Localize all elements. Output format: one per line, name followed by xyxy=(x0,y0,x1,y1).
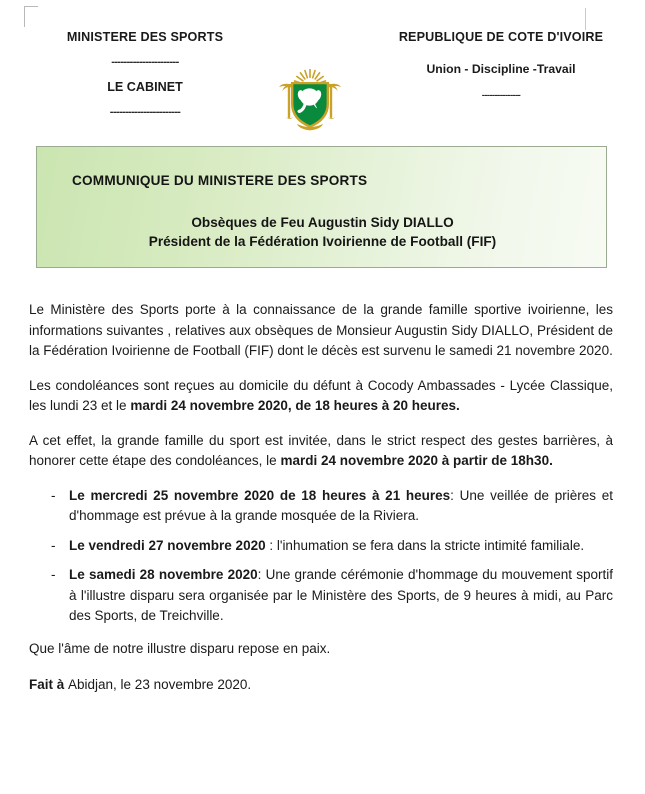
event-description: : Une grande cérémonie d'hommage du mouvement sportif à l'illustre disparu sera organisée par le Ministère des Sports, de 9 heures à midi, au Parc des Sports, de Treichville. xyxy=(69,567,613,623)
list-item xyxy=(29,565,613,627)
list-bullet-icon: - xyxy=(51,567,56,582)
paragraph-rest-in-peace: Que l'âme de notre illustre disparu repose en paix. xyxy=(29,640,331,656)
header-left-rule-1: ---------------------- xyxy=(111,56,179,68)
event-description: : l'inhumation se fera dans la stricte intimité familiale. xyxy=(269,537,585,553)
document-header xyxy=(0,30,645,135)
paragraph-invitation xyxy=(29,431,613,472)
crop-mark-top-right xyxy=(585,8,586,30)
list-item xyxy=(29,536,613,557)
banner-title: COMMUNIQUE DU MINISTERE DES SPORTS xyxy=(72,173,368,188)
banner-subtitle-line-1: Obsèques de Feu Augustin Sidy DIALLO xyxy=(191,215,454,230)
invitation-bold-date: mardi 24 novembre 2020 à partir de 18h30. xyxy=(280,453,553,468)
coat-of-arms-icon xyxy=(277,64,343,138)
banner-subtitle-line-2: Président de la Fédération Ivoirienne de Football (FIF) xyxy=(148,234,497,249)
paragraph-condolences xyxy=(29,376,613,417)
signoff-bold-prefix: Fait à xyxy=(29,677,69,692)
event-description: : Une veillée de prières et d'hommage est prévue à la grande mosquée de la Riviera. xyxy=(69,487,613,523)
header-left-rule-2: ----------------------- xyxy=(109,106,181,118)
republic-name: REPUBLIQUE DE COTE D'IVOIRE xyxy=(398,30,604,44)
condolences-bold-date: mardi 24 novembre 2020, de 18 heures à 20 heures. xyxy=(130,398,460,413)
communique-banner xyxy=(36,146,607,268)
signoff-place-date: Abidjan, le 23 novembre 2020. xyxy=(68,677,252,692)
event-date: Le samedi 28 novembre 2020 xyxy=(69,567,258,582)
ministry-name: MINISTERE DES SPORTS xyxy=(66,30,224,44)
national-motto: Union - Discipline -Travail xyxy=(426,62,576,76)
events-list xyxy=(29,486,613,627)
event-date: Le vendredi 27 novembre 2020 xyxy=(69,537,270,553)
condolences-plain-text: Les condoléances sont reçues au domicile du défunt à Cocody Ambassades - Lycée Classique, les lundi 23 et le xyxy=(29,377,613,413)
invitation-plain-text: A cet effet, la grande famille du sport est invitée, dans le strict respect des gestes barrières, à honorer cette étape des condoléances, le xyxy=(29,432,613,468)
list-item xyxy=(29,486,613,527)
header-left-block xyxy=(14,30,276,118)
event-date: Le mercredi 25 novembre 2020 de 18 heures à 21 heures xyxy=(69,487,451,503)
list-bullet-icon: - xyxy=(51,487,56,503)
header-right-rule: --------------- xyxy=(481,90,521,101)
crop-mark-top-left xyxy=(24,6,38,27)
header-right-block xyxy=(372,30,630,101)
paragraph-announcement: Le Ministère des Sports porte à la connaissance de la grande famille sportive ivoirienne, les informations suivantes , relatives aux obsèques de Monsieur Augustin Sidy DIALLO, Président de la Fédération Ivoirienne de Football (FIF) dont le décès est survenu le samedi 21 novembre 2020. xyxy=(29,302,613,358)
cabinet-label: LE CABINET xyxy=(107,80,183,94)
paragraph-signoff xyxy=(29,675,613,696)
closing-block xyxy=(29,639,613,696)
document-body xyxy=(29,300,613,712)
list-bullet-icon: - xyxy=(51,537,56,553)
banner-subtitle xyxy=(37,213,608,251)
